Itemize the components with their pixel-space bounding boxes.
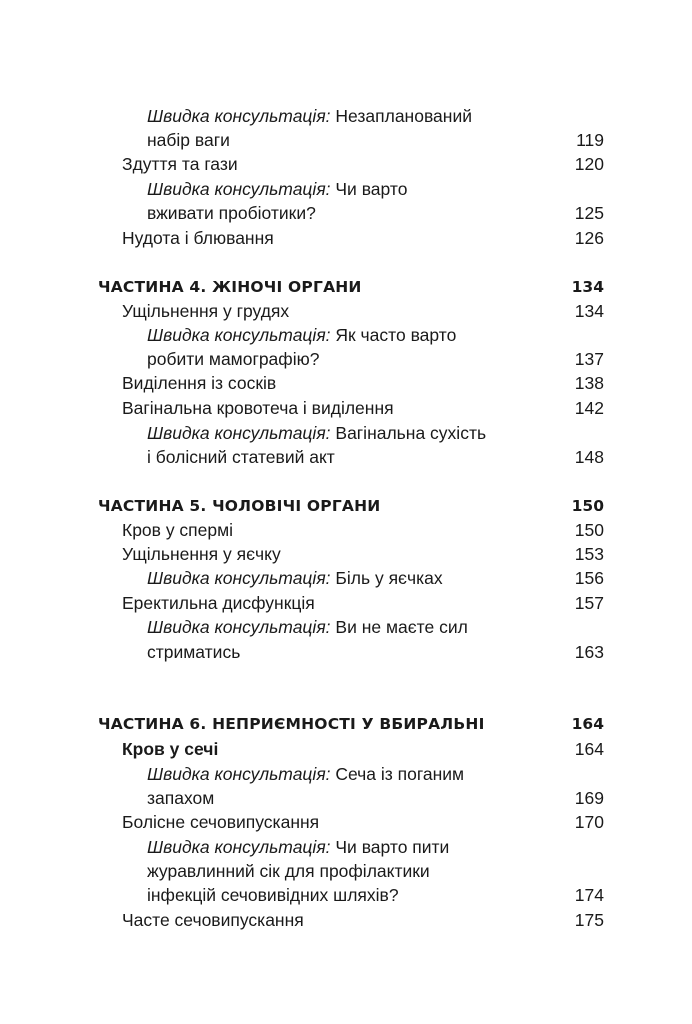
entry-title xyxy=(147,104,472,128)
entry-text: Чи варто xyxy=(330,179,408,199)
entry-text: Кров у сечі xyxy=(122,739,219,759)
entry-title xyxy=(122,299,289,323)
toc-subentry xyxy=(0,421,692,445)
toc-entry xyxy=(0,810,692,834)
part-heading xyxy=(0,494,692,518)
entry-title xyxy=(147,201,316,225)
entry-text: Ви не маєте сил xyxy=(330,617,468,637)
page-number: 156 xyxy=(574,568,604,588)
entry-text: запахом xyxy=(147,788,215,808)
toc-entry xyxy=(0,226,692,250)
quick-consult-label: Швидка консультація: xyxy=(147,617,331,637)
toc-subentry xyxy=(0,640,692,664)
toc-subentry xyxy=(0,859,692,883)
toc-subentry xyxy=(0,615,692,639)
entry-title xyxy=(122,396,394,420)
part-heading xyxy=(0,275,692,299)
entry-text: інфекцій сечовивідних шляхів? xyxy=(147,885,399,905)
toc-subentry xyxy=(0,128,692,152)
entry-title xyxy=(147,445,335,469)
entry-title xyxy=(122,518,233,542)
toc-subentry xyxy=(0,177,692,201)
toc-subentry xyxy=(0,201,692,225)
page-number: 164 xyxy=(574,739,604,759)
toc-subentry xyxy=(0,566,692,590)
toc-subentry xyxy=(0,835,692,859)
toc-subentry xyxy=(0,786,692,810)
page-number: 169 xyxy=(574,788,604,808)
toc-subentry xyxy=(0,762,692,786)
page-number: 157 xyxy=(574,593,604,613)
quick-consult-label: Швидка консультація: xyxy=(147,179,331,199)
entry-text: набір ваги xyxy=(147,130,230,150)
entry-text: Чи варто пити xyxy=(330,837,450,857)
page-number: 148 xyxy=(574,447,604,467)
quick-consult-label: Швидка консультація: xyxy=(147,837,331,857)
entry-title xyxy=(147,835,449,859)
entry-text: Еректильна дисфункція xyxy=(122,593,315,613)
entry-text: Кров у спермі xyxy=(122,520,234,540)
toc-entry xyxy=(0,542,692,566)
page-number: 126 xyxy=(574,228,604,248)
entry-title xyxy=(147,883,399,907)
page-number: 153 xyxy=(574,544,604,564)
entry-text: ЧАСТИНА 4. ЖІНОЧІ ОРГАНИ xyxy=(98,278,362,296)
entry-title xyxy=(147,323,456,347)
entry-text: Як часто варто xyxy=(330,325,457,345)
toc-entry xyxy=(0,518,692,542)
toc-entry xyxy=(0,396,692,420)
entry-text: Ущільнення у грудях xyxy=(122,301,290,321)
entry-title xyxy=(122,371,276,395)
entry-title xyxy=(147,640,240,664)
entry-title xyxy=(147,566,443,590)
quick-consult-label: Швидка консультація: xyxy=(147,568,331,588)
entry-text: і болісний статевий акт xyxy=(147,447,335,467)
entry-title xyxy=(122,542,281,566)
entry-text: Вагінальна сухість xyxy=(330,423,487,443)
toc-subentry xyxy=(0,323,692,347)
quick-consult-label: Швидка консультація: xyxy=(147,106,331,126)
entry-title xyxy=(98,712,485,736)
entry-text: Вагінальна кровотеча і виділення xyxy=(122,398,394,418)
toc-entry xyxy=(0,152,692,176)
entry-text: стриматись xyxy=(147,642,241,662)
page-number: 125 xyxy=(574,203,604,223)
page-number: 163 xyxy=(574,642,604,662)
part-heading xyxy=(0,712,692,736)
entry-title xyxy=(122,226,274,250)
entry-title xyxy=(147,421,486,445)
entry-text: ЧАСТИНА 5. ЧОЛОВІЧІ ОРГАНИ xyxy=(98,497,381,515)
quick-consult-label: Швидка консультація: xyxy=(147,764,331,784)
entry-title xyxy=(147,347,319,371)
page-number: 174 xyxy=(574,885,604,905)
entry-text: Біль у яєчках xyxy=(330,568,443,588)
entry-title xyxy=(147,762,464,786)
entry-title xyxy=(122,737,218,761)
entry-text: Незапланований xyxy=(330,106,473,126)
toc-entry xyxy=(0,737,692,761)
toc-entry xyxy=(0,591,692,615)
entry-title xyxy=(147,786,214,810)
toc-subentry xyxy=(0,347,692,371)
entry-text: Ущільнення у яєчку xyxy=(122,544,281,564)
entry-title xyxy=(122,908,304,932)
entry-text: Виділення із сосків xyxy=(122,373,277,393)
entry-title xyxy=(147,859,430,883)
entry-title xyxy=(122,810,319,834)
page-number: 142 xyxy=(574,398,604,418)
entry-title xyxy=(122,152,238,176)
entry-text: ЧАСТИНА 6. НЕПРИЄМНОСТІ У ВБИРАЛЬНІ xyxy=(98,715,485,733)
entry-text: робити мамографію? xyxy=(147,349,320,369)
toc-subentry xyxy=(0,445,692,469)
page-number: 175 xyxy=(574,910,604,930)
entry-title xyxy=(98,494,380,518)
page-number: 164 xyxy=(571,715,604,733)
toc-subentry xyxy=(0,883,692,907)
entry-title xyxy=(147,128,230,152)
entry-title xyxy=(147,615,468,639)
entry-text: Здуття та гази xyxy=(122,154,238,174)
quick-consult-label: Швидка консультація: xyxy=(147,423,331,443)
entry-title xyxy=(98,275,362,299)
page-number: 170 xyxy=(574,812,604,832)
entry-text: Сеча із поганим xyxy=(330,764,465,784)
toc-subentry xyxy=(0,104,692,128)
page-number: 134 xyxy=(571,278,604,296)
entry-title xyxy=(147,177,407,201)
page-number: 120 xyxy=(574,154,604,174)
entry-text: журавлинний сік для профілактики xyxy=(147,861,430,881)
toc-entry xyxy=(0,371,692,395)
entry-text: Болісне сечовипускання xyxy=(122,812,320,832)
page-number: 137 xyxy=(574,349,604,369)
page-number: 150 xyxy=(574,520,604,540)
toc-entry xyxy=(0,908,692,932)
entry-text: Нудота і блювання xyxy=(122,228,274,248)
page-number: 138 xyxy=(574,373,604,393)
page-number: 119 xyxy=(576,130,604,150)
entry-title xyxy=(122,591,315,615)
quick-consult-label: Швидка консультація: xyxy=(147,325,331,345)
toc-entry xyxy=(0,299,692,323)
entry-text: Часте сечовипускання xyxy=(122,910,304,930)
page-number: 150 xyxy=(571,497,604,515)
entry-text: вживати пробіотики? xyxy=(147,203,316,223)
page-number: 134 xyxy=(574,301,604,321)
